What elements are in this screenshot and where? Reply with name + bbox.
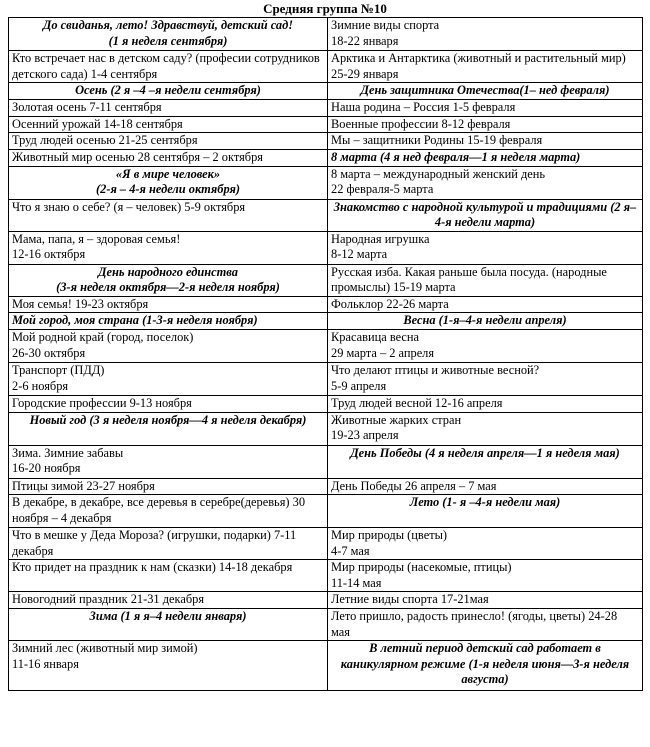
cell-right: 8 марта – международный женский день 22 февраля-5 марта: [328, 166, 643, 199]
cell-left-heading: День народного единства (3-я неделя октября—2-я неделя ноября): [9, 264, 328, 296]
table-row: [9, 445, 643, 478]
cell-left-heading: Новый год (3 я неделя ноября—4 я неделя декабря): [9, 412, 328, 445]
table-row: [9, 330, 643, 363]
table-row: [9, 528, 643, 560]
table-row: [9, 231, 643, 264]
cell-right-heading: Знакомство с народной культурой и традициями (2 я–4-я недели марта): [328, 199, 643, 231]
cell-left: Осенний урожай 14-18 сентября: [9, 116, 328, 133]
cell-left: Золотая осень 7-11 сентября: [9, 100, 328, 117]
cell-right: Летние виды спорта 17-21мая: [328, 592, 643, 609]
cell-right: Труд людей весной 12-16 апреля: [328, 396, 643, 413]
table-row: [9, 149, 643, 166]
cell-left: Мама, папа, я – здоровая семья! 12-16 октября: [9, 231, 328, 264]
cell-right-heading: Весна (1-я–4-я недели апреля): [328, 313, 643, 330]
table-row: [9, 495, 643, 528]
cell-left-heading: Мой город, моя страна (1-3-я неделя ноября): [9, 313, 328, 330]
cell-right: Фольклор 22-26 марта: [328, 296, 643, 313]
cell-left-heading: Зима (1 я я–4 недели января): [9, 609, 328, 641]
cell-left: Моя семья! 19-23 октября: [9, 296, 328, 313]
cell-left: Что в мешке у Деда Мороза? (игрушки, подарки) 7-11 декабря: [9, 528, 328, 560]
table-row: [9, 363, 643, 396]
table-row: [9, 412, 643, 445]
table-row: [9, 396, 643, 413]
table-row: [9, 264, 643, 296]
table-row: [9, 296, 643, 313]
cell-left: Городские профессии 9-13 ноября: [9, 396, 328, 413]
cell-right: Животные жарких стран 19-23 апреля: [328, 412, 643, 445]
table-row: [9, 116, 643, 133]
cell-right: Лето пришло, радость принесло! (ягоды, цветы) 24-28 мая: [328, 609, 643, 641]
cell-right: Военные профессии 8-12 февраля: [328, 116, 643, 133]
cell-right: Мир природы (насекомые, птицы) 11-14 мая: [328, 560, 643, 592]
table-row: [9, 18, 643, 51]
cell-right: Наша родина – Россия 1-5 февраля: [328, 100, 643, 117]
table-row: [9, 83, 643, 100]
table-row: [9, 478, 643, 495]
cell-right-heading: День Победы (4 я неделя апреля—1 я неделя мая): [328, 445, 643, 478]
cell-right: Красавица весна 29 марта – 2 апреля: [328, 330, 643, 363]
table-row: [9, 166, 643, 199]
cell-left-heading: «Я в мире человек» (2-я – 4-я недели октября): [9, 166, 328, 199]
cell-left: Труд людей осенью 21-25 сентября: [9, 133, 328, 150]
cell-left: Транспорт (ПДД) 2-6 ноября: [9, 363, 328, 396]
table-row: [9, 641, 643, 691]
table-row: [9, 592, 643, 609]
cell-left: Мой родной край (город, поселок) 26-30 октября: [9, 330, 328, 363]
cell-right: Народная игрушка 8-12 марта: [328, 231, 643, 264]
cell-left: Что я знаю о себе? (я – человек) 5-9 октября: [9, 199, 328, 231]
table-row: [9, 609, 643, 641]
cell-left: Зима. Зимние забавы 16-20 ноября: [9, 445, 328, 478]
cell-right: День Победы 26 апреля – 7 мая: [328, 478, 643, 495]
cell-right: Русская изба. Какая раньше была посуда. (народные промыслы) 15-19 марта: [328, 264, 643, 296]
cell-left: Новогодний праздник 21-31 декабря: [9, 592, 328, 609]
cell-right: Мир природы (цветы) 4-7 мая: [328, 528, 643, 560]
page-title: Средняя группа №10: [263, 1, 387, 16]
table-row: [9, 313, 643, 330]
cell-left: Кто придет на праздник к нам (сказки) 14-18 декабря: [9, 560, 328, 592]
table-row: [9, 100, 643, 117]
table-row: [9, 199, 643, 231]
table-row: [9, 133, 643, 150]
cell-left: В декабре, в декабре, все деревья в серебре(деревья) 30 ноября – 4 декабря: [9, 495, 328, 528]
cell-left-heading: До свиданья, лето! Здравствуй, детский сад! (1 я неделя сентября): [9, 18, 328, 51]
cell-right-heading: День защитника Отечества(1– нед февраля): [328, 83, 643, 100]
cell-right: Мы – защитники Родины 15-19 февраля: [328, 133, 643, 150]
cell-right: Арктика и Антарктика (животный и растительный мир) 25-29 января: [328, 51, 643, 83]
cell-left: Зимний лес (животный мир зимой) 11-16 января: [9, 641, 328, 691]
cell-right: Зимние виды спорта 18-22 января: [328, 18, 643, 51]
cell-right: Что делают птицы и животные весной? 5-9 апреля: [328, 363, 643, 396]
cell-left: Животный мир осенью 28 сентября – 2 октября: [9, 149, 328, 166]
cell-right-heading: 8 марта (4 я нед февраля—1 я неделя марта): [328, 149, 643, 166]
schedule-document: [8, 0, 642, 691]
cell-right-heading: Лето (1- я –4-я недели мая): [328, 495, 643, 528]
cell-left-heading: Осень (2 я –4 –я недели сентября): [9, 83, 328, 100]
schedule-table: [8, 17, 643, 691]
table-row: [9, 51, 643, 83]
cell-right-heading: В летний период детский сад работает в каникулярном режиме (1-я неделя июня—3-я неделя августа): [328, 641, 643, 691]
cell-left: Птицы зимой 23-27 ноября: [9, 478, 328, 495]
cell-left: Кто встречает нас в детском саду? (професии сотрудников детского сада) 1-4 сентября: [9, 51, 328, 83]
table-row: [9, 560, 643, 592]
